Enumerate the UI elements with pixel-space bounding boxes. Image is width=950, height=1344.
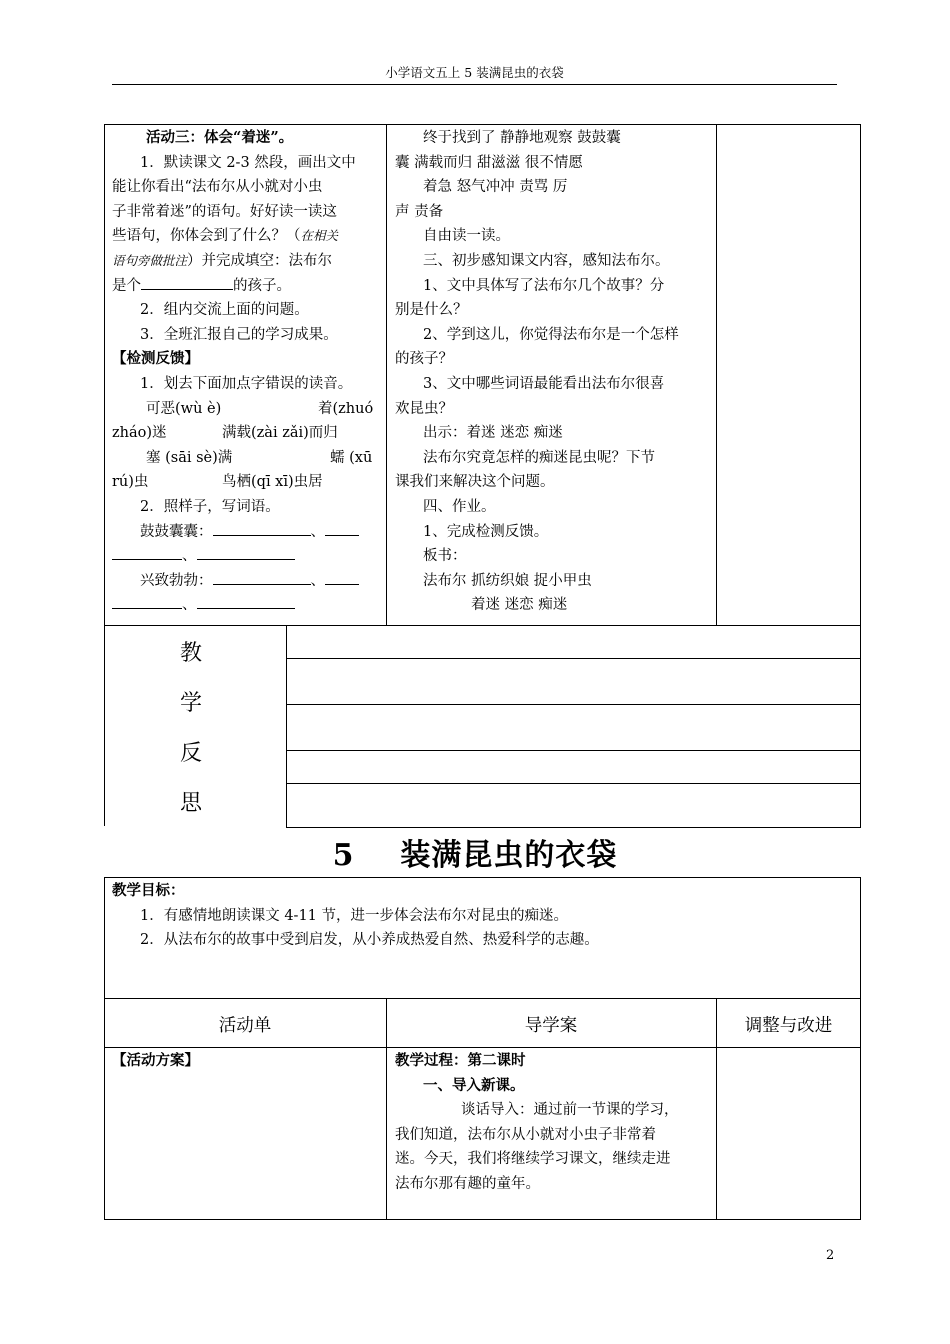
guide-line: 1、完成检测反馈。 <box>423 523 549 540</box>
top-table-divider-2 <box>716 124 717 626</box>
write-blank[interactable] <box>112 545 182 560</box>
write-words-heading: 2．照样子，写词语。 <box>140 498 280 515</box>
write-blank[interactable] <box>325 570 359 585</box>
bottom-table-line <box>104 1047 861 1048</box>
guide-line: 自由读一读。 <box>423 228 510 245</box>
activity-plan-label: 【活动方案】 <box>112 1052 199 1069</box>
column-header-guide: 导学案 <box>524 1016 578 1036</box>
page-number: 2 <box>826 1248 835 1263</box>
guide-line: 3、文中哪些词语最能看出法布尔很喜 <box>423 375 665 392</box>
page-header <box>112 66 837 85</box>
process-title: 教学过程：第二课时 <box>395 1052 526 1069</box>
guide-line: 三、初步感知课文内容，感知法布尔。 <box>423 252 670 269</box>
activity-line: 语句旁做批注）并完成填空：法布尔 <box>112 252 333 269</box>
guide-column <box>395 126 713 618</box>
guide-line: 的孩子？ <box>395 351 453 368</box>
process-line: 迷。今天，我们将继续学习课文，继续走进 <box>395 1151 671 1168</box>
process-cell <box>395 1049 713 1197</box>
write-blank[interactable] <box>112 594 182 609</box>
guide-line: 终于找到了 静静地观察 鼓鼓囊 <box>423 130 621 146</box>
goals-cell <box>112 879 852 953</box>
bottom-table-line <box>104 998 861 999</box>
guide-line: 2、学到这儿，你觉得法布尔是一个怎样 <box>423 326 679 343</box>
write-row-2: 兴致勃勃： 、 <box>112 569 382 594</box>
pinyin-row-3: 塞 (sāi sè)满 蠕 (xū <box>146 449 373 466</box>
reflection-label-char: 学 <box>180 691 203 716</box>
write-row-1b: 、 <box>112 544 382 569</box>
guide-line: 课我们来解决这个问题。 <box>395 474 555 491</box>
guide-line: 1、文中具体写了法布尔几个故事？分 <box>423 277 665 294</box>
guide-line: 欢昆虫？ <box>395 400 453 417</box>
goal-item: 1．有感情地朗读课文 4-11 节，进一步体会法布尔对昆虫的痴迷。 <box>140 907 569 924</box>
guide-line: 着急 怒气冲冲 责骂 厉 <box>423 179 568 196</box>
activity-line: 1．划去下面加点字错误的读音。 <box>140 375 353 392</box>
reflection-line <box>286 783 860 784</box>
process-line: 谈话导入：通过前一节课的学习， <box>461 1102 679 1119</box>
guide-line: 法布尔究竟怎样的痴迷昆虫呢？下节 <box>423 449 655 466</box>
guide-line: 声 责备 <box>395 203 444 220</box>
activity-line: 2．组内交流上面的问题。 <box>140 302 309 319</box>
reflection-right-border <box>860 626 861 828</box>
fill-blank[interactable] <box>141 275 233 290</box>
activity-column <box>112 126 382 618</box>
activity-line: 能让你看出“法布尔从小就对小虫 <box>112 179 323 196</box>
reflection-line <box>286 750 860 751</box>
activity-plan-cell <box>112 1049 382 1074</box>
fill-blank-line: 是个 的孩子。 <box>112 274 382 299</box>
write-blank[interactable] <box>197 594 295 609</box>
column-header-adjust: 调整与改进 <box>744 1016 833 1036</box>
reflection-label-char: 思 <box>180 791 203 816</box>
activity-line: 些语句，你体会到了什么？（在相关 <box>112 228 339 245</box>
guide-line: 囊 满载而归 甜滋滋 很不情愿 <box>395 154 583 171</box>
reflection-line <box>286 827 860 828</box>
guide-line: 别是什么？ <box>395 302 468 319</box>
board-line: 法布尔 抓纺织娘 捉小甲虫 <box>423 572 592 589</box>
process-line: 我们知道，法布尔从小就对小虫子非常着 <box>395 1126 656 1143</box>
activity-line: 子非常着迷”的语句。好好读一读这 <box>112 203 337 220</box>
write-blank[interactable] <box>197 545 295 560</box>
pinyin-row-4: rú)虫 鸟栖(qī xī)虫居 <box>112 474 323 491</box>
activity-line: 1．默读课文 2-3 然段，画出文中 <box>140 154 356 171</box>
reflection-line <box>286 704 860 705</box>
activity3-heading: 活动三：体会“着迷”。 <box>146 129 294 146</box>
write-blank[interactable] <box>325 521 359 536</box>
process-subtitle: 一、导入新课。 <box>423 1076 525 1094</box>
top-table-divider-1 <box>386 124 387 626</box>
reflection-divider <box>286 626 287 828</box>
pinyin-row-1: 可恶(wù è) 着(zhuó <box>146 400 374 417</box>
write-row-2b: 、 <box>112 593 382 618</box>
process-line: 法布尔那有趣的童年。 <box>395 1175 540 1192</box>
goals-label: 教学目标： <box>112 882 185 899</box>
pinyin-row-2: zháo)迷 满载(zài zǎi)而归 <box>112 425 338 442</box>
header-text: 小学语文五上 5 装满昆虫的衣袋 <box>385 65 564 80</box>
guide-line: 四、作业。 <box>423 498 496 515</box>
lesson-title: 5 装满昆虫的衣袋 <box>332 838 618 873</box>
guide-line: 出示：着迷 迷恋 痴迷 <box>423 425 563 442</box>
column-header-activity: 活动单 <box>218 1016 272 1036</box>
activity-line: 3．全班汇报自己的学习成果。 <box>140 326 338 343</box>
reflection-label-char: 教 <box>180 641 203 666</box>
board-label: 板书： <box>423 548 467 565</box>
goal-item: 2．从法布尔的故事中受到启发，从小养成热爱自然、热爱科学的志趣。 <box>140 932 599 949</box>
reflection-label-char: 反 <box>180 741 203 766</box>
write-blank[interactable] <box>213 570 311 585</box>
write-blank[interactable] <box>213 521 311 536</box>
board-line: 着迷 迷恋 痴迷 <box>471 597 568 614</box>
write-row-1: 鼓鼓囊囊： 、 <box>112 520 382 545</box>
reflection-line <box>286 658 860 659</box>
feedback-heading: 【检测反馈】 <box>112 350 199 368</box>
reflection-left-border <box>104 626 105 826</box>
